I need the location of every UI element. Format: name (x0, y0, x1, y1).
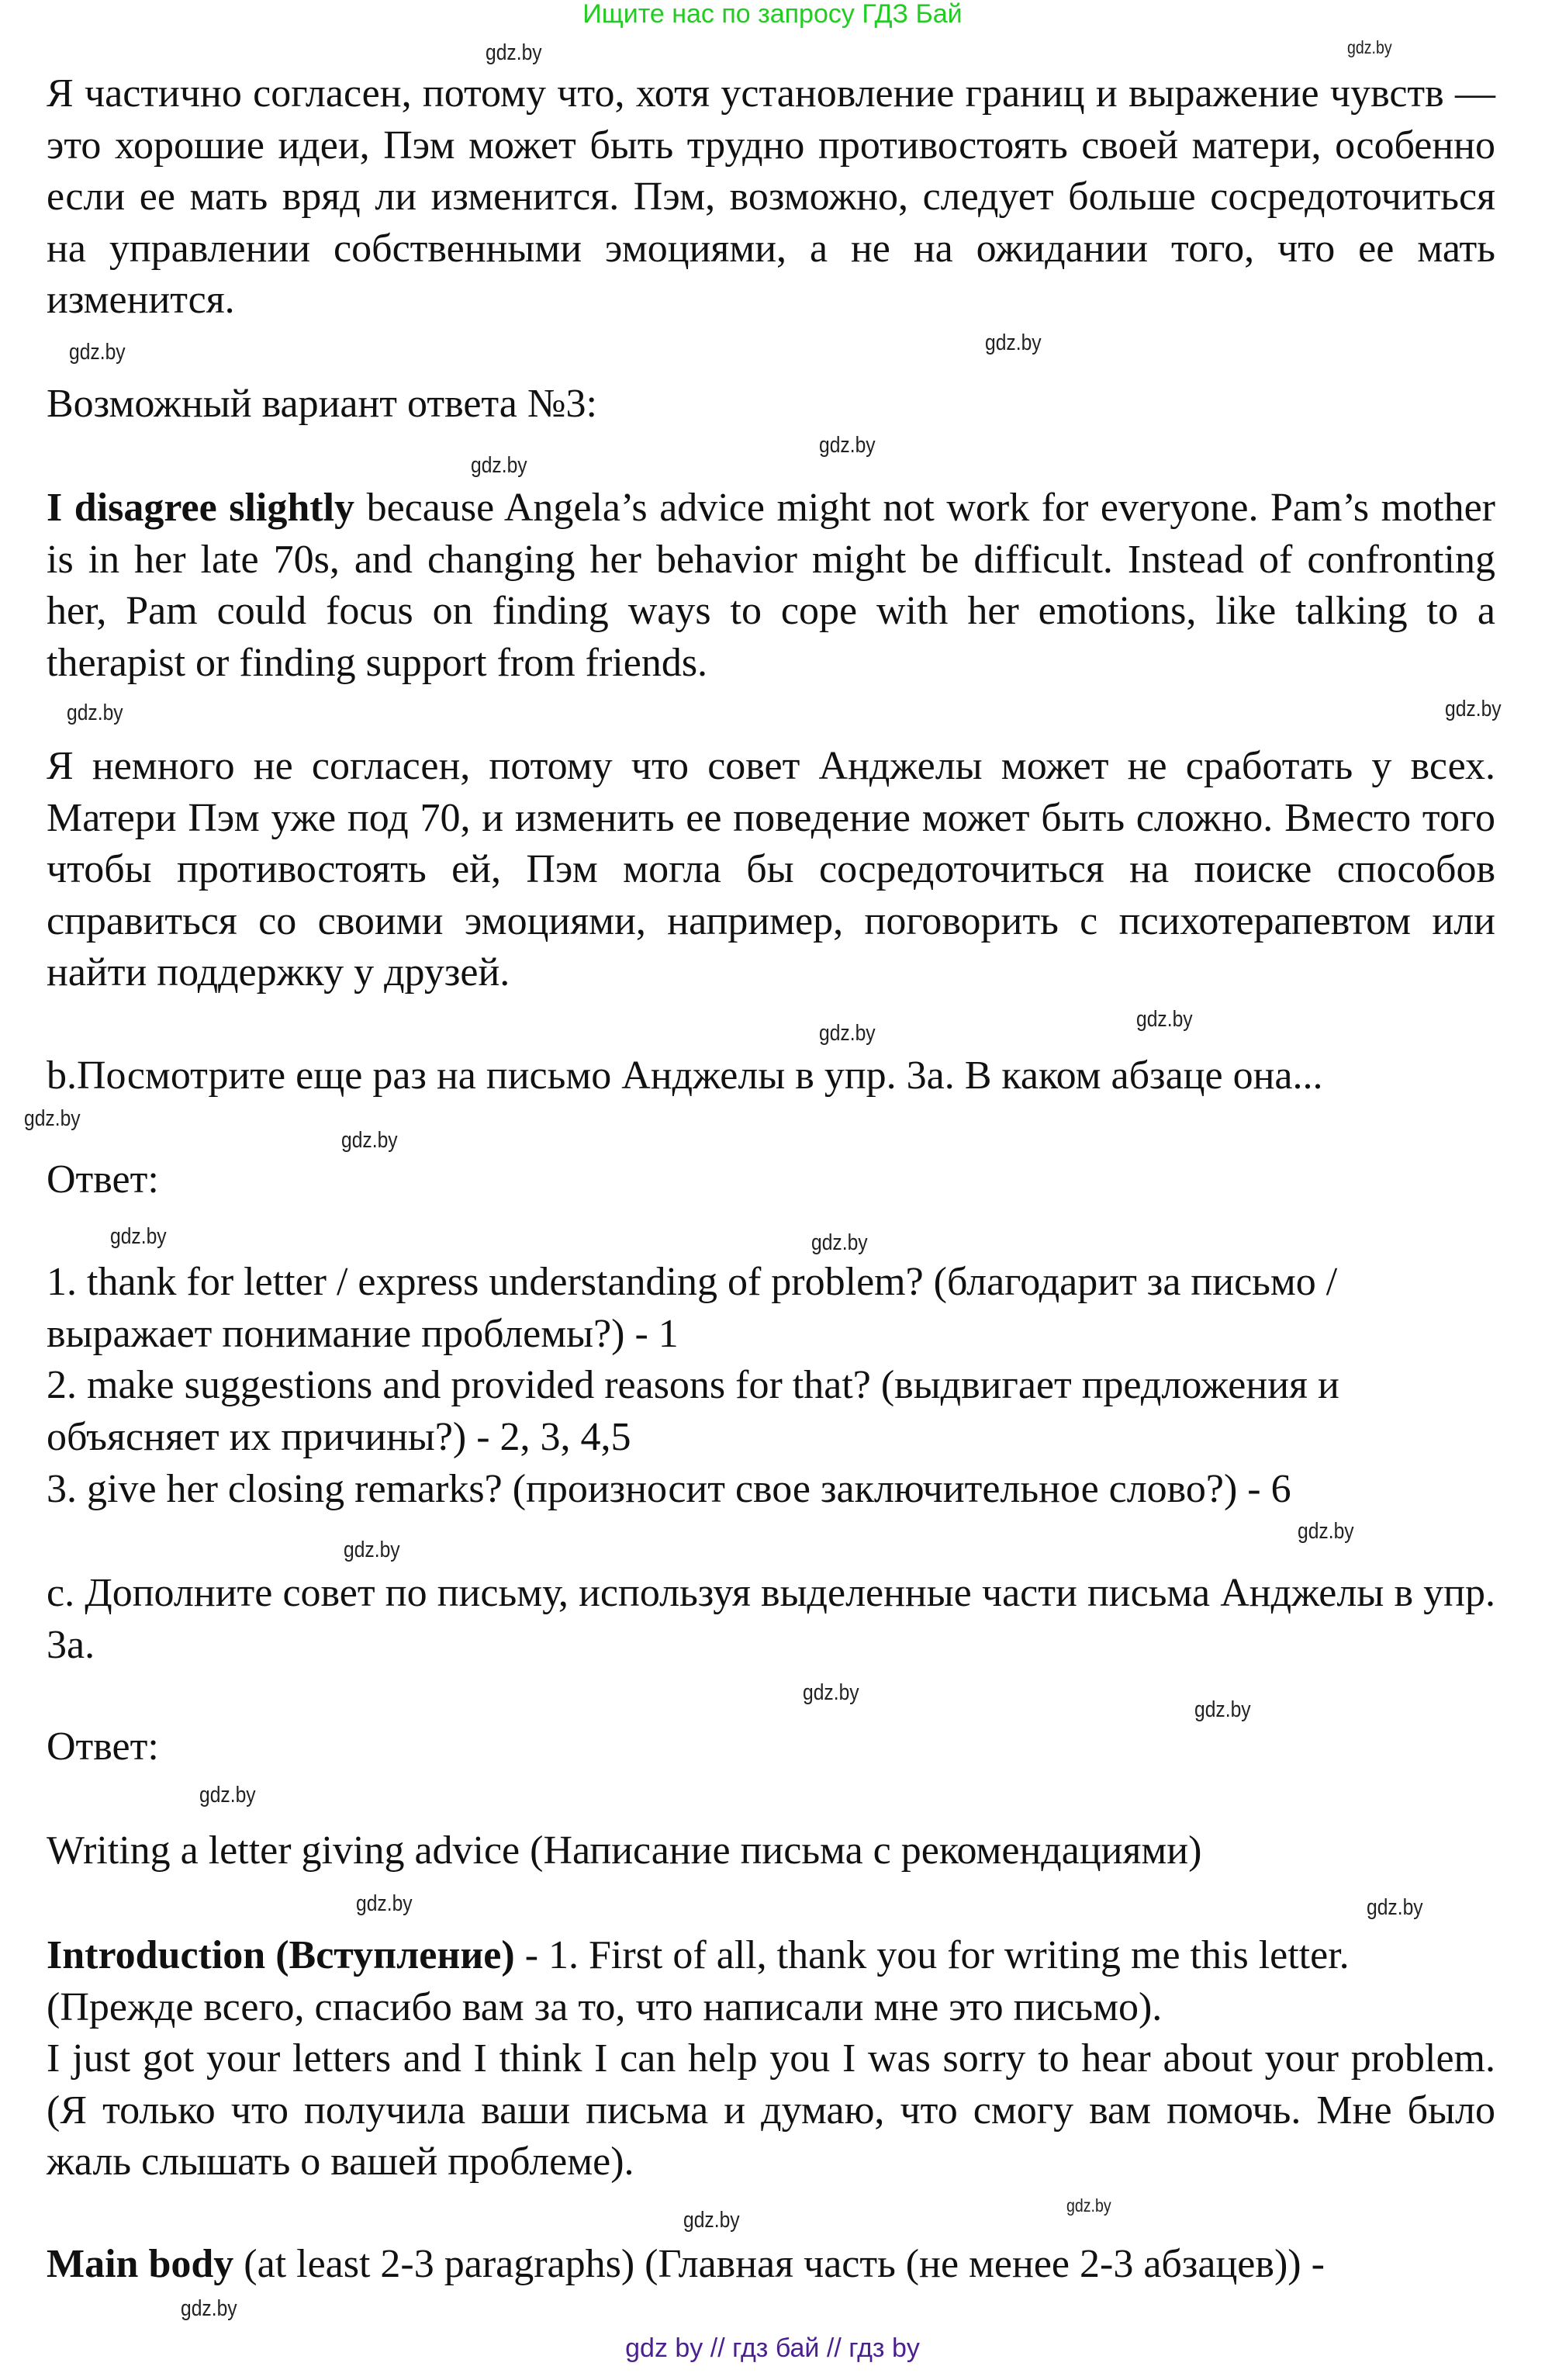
watermark: gdz.by (181, 2296, 237, 2321)
watermark: gdz.by (819, 1021, 876, 1046)
watermark: gdz.by (803, 1680, 859, 1705)
watermark: gdz.by (1367, 1895, 1423, 1920)
footer-links[interactable]: gdz by // гдз бай // гдз by (625, 2333, 920, 2363)
bold-lead: I disagree slightly (47, 486, 355, 530)
intro-paragraph (47, 1930, 1495, 2033)
paragraph-text: because Angela’s advice might not work for everyone. Pam’s mother is in her late 70s, and changing her behavior might be difficult. Instead of confronting her, Pam could focus on finding ways to cope with her emotions, like talking to a therapist or finding support from friends. (47, 486, 1495, 685)
watermark: gdz.by (486, 40, 542, 65)
task-c: c. Дополните совет по письму, используя выделенные части письма Анджелы в упр. 3a. (47, 1571, 1495, 1667)
watermark: gdz.by (985, 330, 1042, 355)
watermark: gdz.by (67, 701, 123, 725)
watermark: gdz.by (683, 2208, 740, 2233)
list-item: 1. thank for letter / express understanding of problem? (благодарит за письмо / выражает понимание проблемы?) - 1 (47, 1260, 1338, 1356)
intro-paragraph-2: I just got your letters and I think I can help you I was sorry to hear about your problem. (Я только что получила ваши письма и думаю, что смогу вам помочь. Мне было жаль слышать о вашей проблеме). (47, 2036, 1495, 2184)
watermark: gdz.by (24, 1106, 81, 1131)
list-item: 2. make suggestions and provided reasons for that? (выдвигает предложения и объясняет их причины?) - 2, 3, 4,5 (47, 1363, 1339, 1459)
main-body-heading (47, 2239, 1495, 2291)
answer-label: Ответ: (47, 1724, 159, 1769)
watermark: gdz.by (344, 1538, 400, 1562)
watermark: gdz.by (819, 433, 876, 458)
watermark: gdz.by (1347, 37, 1392, 57)
search-banner[interactable]: Ищите нас по запросу ГДЗ Бай (582, 0, 963, 29)
watermark: gdz.by (811, 1230, 868, 1255)
watermark: gdz.by (341, 1128, 398, 1153)
paragraph-en-disagree (47, 483, 1495, 689)
variant-heading: Возможный вариант ответа №3: (47, 382, 597, 426)
watermark: gdz.by (1194, 1697, 1251, 1722)
watermark: gdz.by (1445, 697, 1502, 721)
list-item: 3. give her closing remarks? (произносит свое заключительное слово?) - 6 (47, 1467, 1291, 1511)
watermark: gdz.by (1066, 2195, 1111, 2216)
watermark: gdz.by (356, 1891, 413, 1916)
main-body-bold: Main body (47, 2242, 234, 2286)
watermark: gdz.by (110, 1224, 167, 1249)
watermark: gdz.by (199, 1783, 256, 1807)
paragraph-ru-disagree: Я немного не согласен, потому что совет Анджелы может не сработать у всех. Матери Пэм уже под 70, и изменить ее поведение может быть сложно. Вместо того чтобы противостоять ей, Пэм могла бы сосредоточиться на поиске способов справиться со своими эмоциями, например, поговорить с психотерапевтом или найти поддержку у друзей. (47, 744, 1495, 995)
task-b: b.Посмотрите еще раз на письмо Анджелы в упр. 3a. В каком абзаце она... (47, 1053, 1323, 1098)
intro-heading: Introduction (Вступление) (47, 1933, 515, 1977)
answer-label: Ответ: (47, 1157, 159, 1202)
watermark: gdz.by (69, 340, 126, 365)
intro-text: - 1. First of all, thank you for writing me this letter. (Прежде всего, спасибо вам за то, что написали мне это письмо). (47, 1933, 1350, 2029)
watermark: gdz.by (1298, 1519, 1354, 1544)
paragraph-ru-partial-agree: Я частично согласен, потому что, хотя установление границ и выражение чувств — это хорошие идеи, Пэм может быть трудно противостоять своей матери, особенно если ее мать вряд ли изменится. Пэм, возможно, следует больше сосредоточиться на управлении собственными эмоциями, а не на ожидании того, что ее мать изменится. (47, 71, 1495, 322)
writing-title: Writing a letter giving advice (Написание письма с рекомендациями) (47, 1828, 1202, 1873)
watermark: gdz.by (1136, 1007, 1193, 1032)
main-body-text: (at least 2-3 paragraphs) (Главная часть (не менее 2-3 абзацев)) - (233, 2242, 1325, 2286)
watermark: gdz.by (471, 453, 527, 478)
